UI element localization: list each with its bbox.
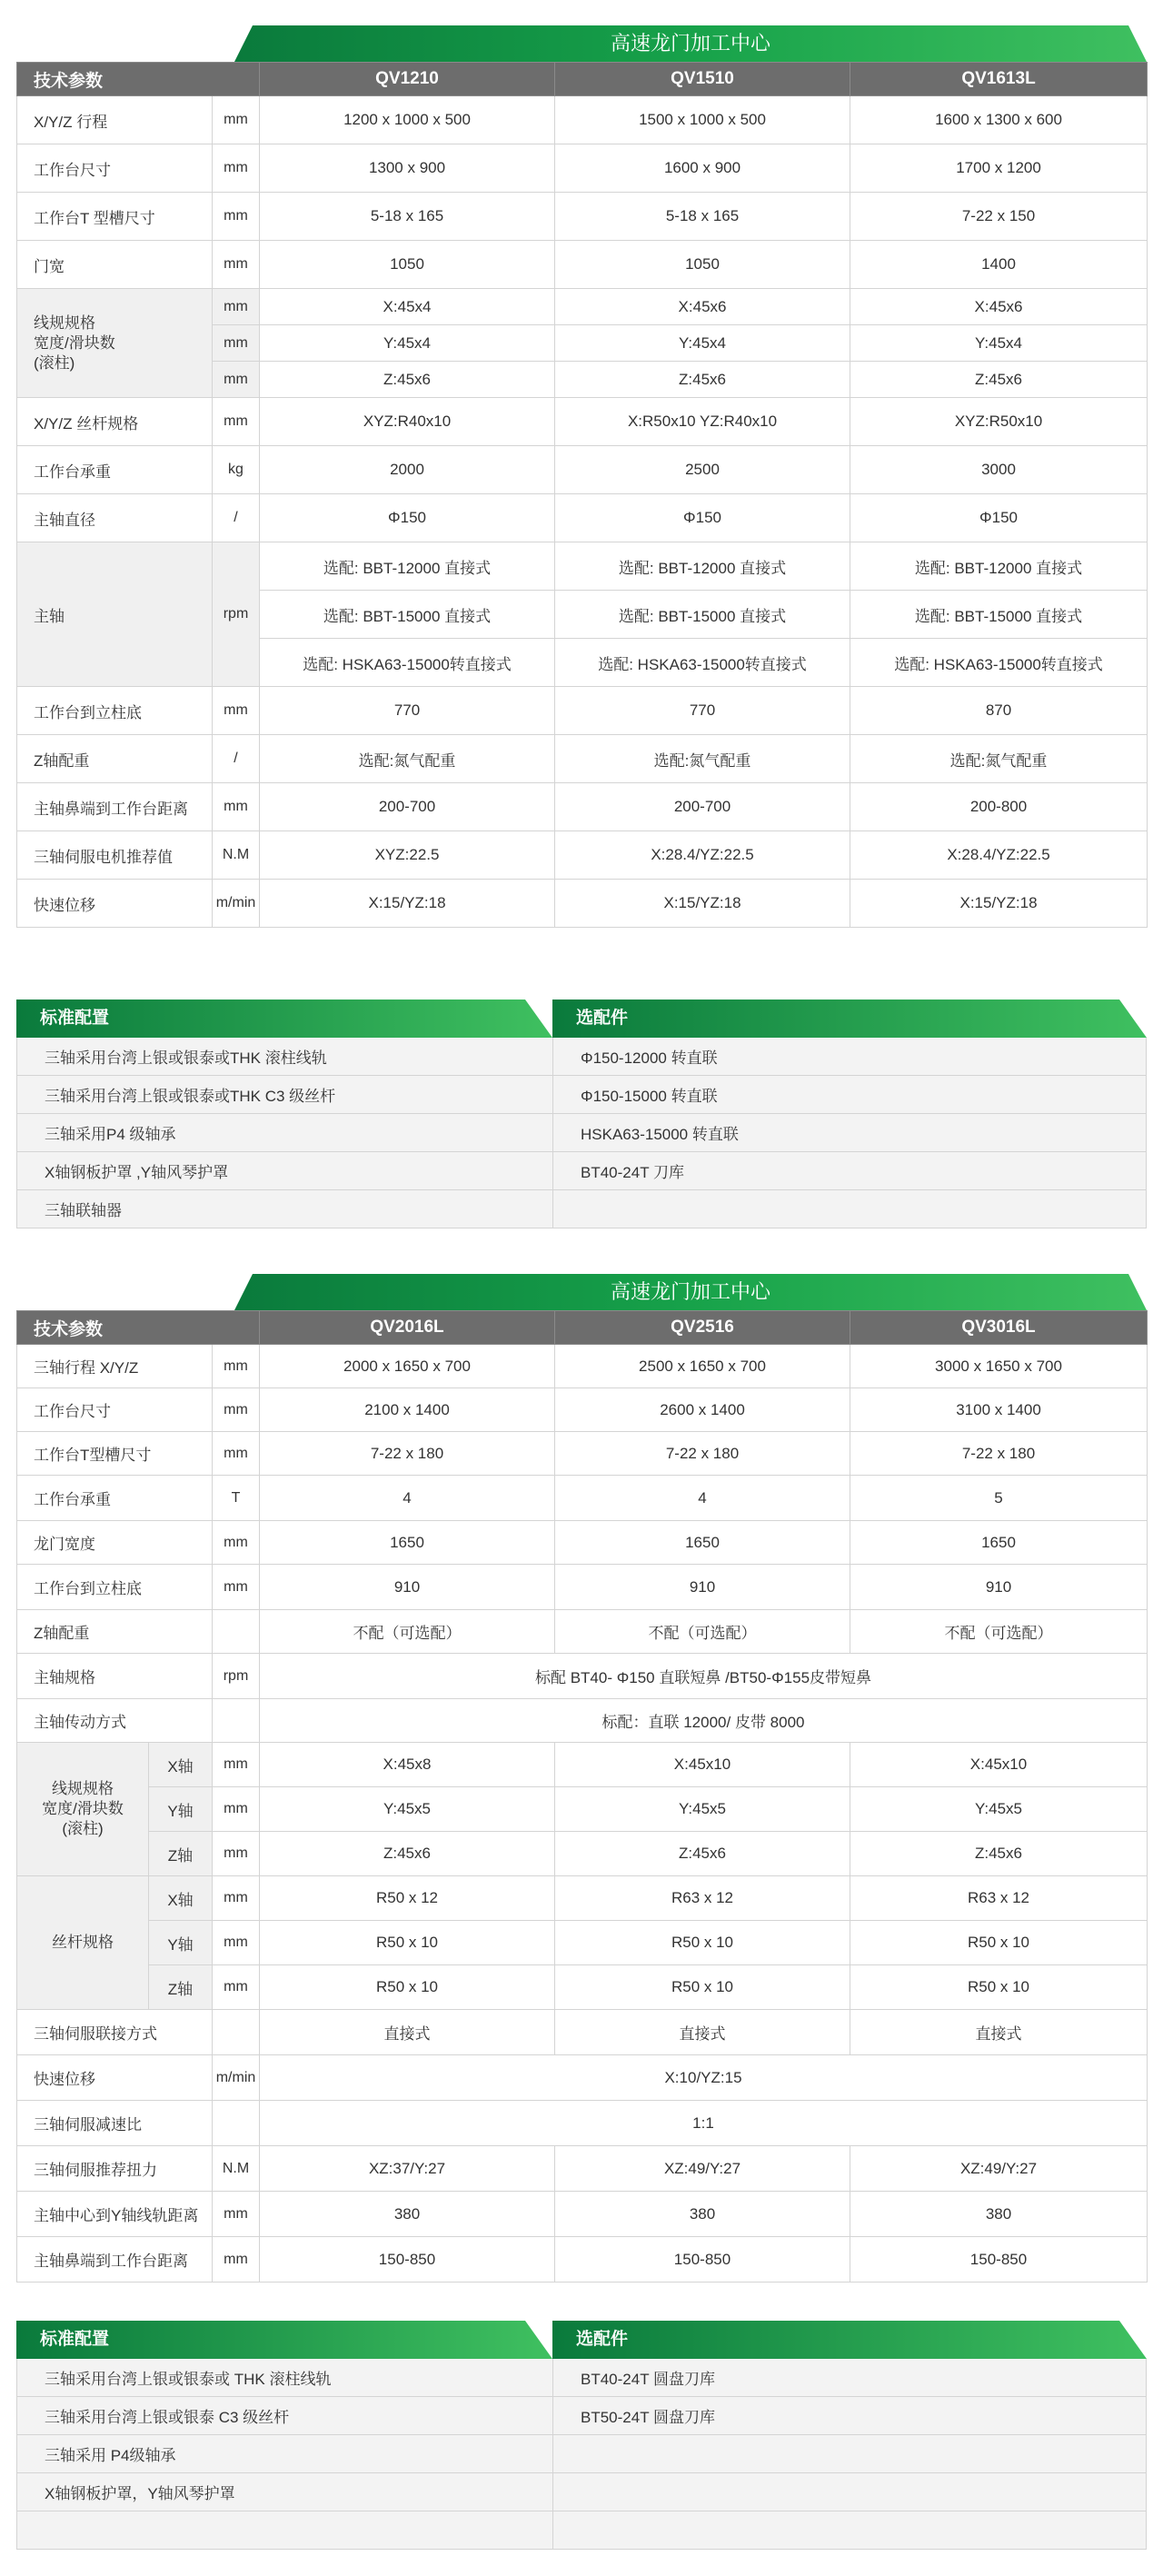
cell: 2100 x 1400 [260, 1388, 555, 1432]
cell: 1700 x 1200 [850, 144, 1148, 193]
cell: 2000 [260, 446, 555, 494]
row-unit: m/min [213, 2055, 260, 2101]
row-label: 三轴伺服电机推荐值 [17, 831, 213, 880]
model-header: QV3016L [850, 1311, 1148, 1345]
row-unit: mm [213, 1921, 260, 1965]
row-label: 工作台到立柱底 [17, 1565, 213, 1610]
cell: 选配: BBT-15000 直接式 [850, 591, 1148, 639]
table-row [17, 1610, 1148, 1654]
cell: 910 [850, 1565, 1148, 1610]
cell: 2500 [555, 446, 850, 494]
cell: R50 x 12 [260, 1876, 555, 1921]
row-unit: mm [213, 144, 260, 193]
cell: 150-850 [260, 2237, 555, 2283]
cell: X:28.4/YZ:22.5 [555, 831, 850, 880]
cell: 7-22 x 150 [850, 193, 1148, 241]
cell: 1650 [555, 1521, 850, 1565]
cell: Φ150 [850, 494, 1148, 542]
cell: 2600 x 1400 [555, 1388, 850, 1432]
cell: X:45x4 [260, 289, 555, 325]
cell: 3000 x 1650 x 700 [850, 1345, 1148, 1388]
group-label [17, 1743, 149, 1876]
cell: R50 x 10 [555, 1921, 850, 1965]
cell: 选配: HSKA63-15000转直接式 [555, 639, 850, 687]
cell: 选配:氮气配重 [850, 735, 1148, 783]
opt-item [552, 2435, 1147, 2472]
row-unit: mm [213, 1743, 260, 1787]
param-header: 技术参数 [17, 1311, 260, 1345]
title-bar-2 [234, 1274, 1147, 1310]
row-label: 主轴 [17, 542, 213, 687]
cell: 不配（可选配） [260, 1610, 555, 1654]
cell: 150-850 [850, 2237, 1148, 2283]
model-header: QV1613L [850, 63, 1148, 96]
cell: XZ:49/Y:27 [555, 2146, 850, 2192]
table-row [17, 1965, 1148, 2010]
cell: 1050 [555, 241, 850, 289]
opt-config-header [552, 2321, 1147, 2359]
row-label: 主轴规格 [17, 1654, 213, 1699]
cell: X:15/YZ:18 [555, 880, 850, 928]
cell: 2000 x 1650 x 700 [260, 1345, 555, 1388]
cell: 7-22 x 180 [260, 1432, 555, 1476]
opt-config-title: 选配件 [576, 1009, 629, 1028]
cell: Y:45x5 [555, 1787, 850, 1832]
table-row [17, 1921, 1148, 1965]
group-label: 丝杆规格 [17, 1876, 149, 2010]
row-label: 主轴中心到Y轴线轨距离 [17, 2192, 213, 2237]
param-header: 技术参数 [17, 63, 260, 96]
cell: X:15/YZ:18 [850, 880, 1148, 928]
axis-label: Y轴 [149, 1787, 213, 1832]
table-row [17, 2010, 1148, 2055]
cell: 选配:氮气配重 [555, 735, 850, 783]
row-unit: mm [213, 362, 260, 398]
cell: 直接式 [555, 2010, 850, 2055]
cell: X:45x10 [555, 1743, 850, 1787]
opt-item [552, 2511, 1147, 2549]
cell: 选配:氮气配重 [260, 735, 555, 783]
cell: Y:45x5 [850, 1787, 1148, 1832]
row-label: 工作台尺寸 [17, 1388, 213, 1432]
cell: R50 x 10 [555, 1965, 850, 2010]
cell: X:R50x10 YZ:R40x10 [555, 398, 850, 446]
axis-label: Z轴 [149, 1832, 213, 1876]
spec-table-2 [16, 1310, 1148, 2283]
table-row [17, 193, 1148, 241]
list-item [16, 1076, 1147, 1114]
table-row [17, 2192, 1148, 2237]
cell: 标配 BT40- Φ150 直联短鼻 /BT50-Φ155皮带短鼻 [260, 1654, 1148, 1699]
cell: R63 x 12 [555, 1876, 850, 1921]
row-unit: rpm [213, 542, 260, 687]
std-config-title: 标准配置 [40, 2330, 110, 2349]
cell: 7-22 x 180 [555, 1432, 850, 1476]
row-label: 工作台尺寸 [17, 144, 213, 193]
row-unit: / [213, 494, 260, 542]
list-item [16, 2473, 1147, 2511]
group-label-line: 宽度/滑块数 [42, 1800, 124, 1817]
table-row [17, 494, 1148, 542]
cell: 200-700 [260, 783, 555, 831]
table-row [17, 289, 1148, 325]
cell: 1400 [850, 241, 1148, 289]
std-config-header [16, 1000, 552, 1038]
list-item [16, 2359, 1147, 2397]
cell: R50 x 10 [850, 1965, 1148, 2010]
row-label: 工作台T 型槽尺寸 [17, 193, 213, 241]
config-section-2 [16, 2321, 1147, 2548]
cell: 5-18 x 165 [555, 193, 850, 241]
std-item: X轴钢板护罩，Y轴风琴护罩 [16, 2473, 552, 2511]
cell: Z:45x6 [850, 362, 1148, 398]
row-unit: mm [213, 193, 260, 241]
table-row [17, 783, 1148, 831]
cell: 1650 [850, 1521, 1148, 1565]
cell: 不配（可选配） [850, 1610, 1148, 1654]
cell: 380 [260, 2192, 555, 2237]
cell: 770 [555, 687, 850, 735]
table-row [17, 880, 1148, 928]
cell: 标配：直联 12000/ 皮带 8000 [260, 1699, 1148, 1743]
cell: 200-800 [850, 783, 1148, 831]
row-unit: mm [213, 398, 260, 446]
cell: 870 [850, 687, 1148, 735]
table-row [17, 1743, 1148, 1787]
group-label-line: 宽度/滑块数 [34, 333, 115, 352]
cell: R50 x 10 [260, 1921, 555, 1965]
cell: 选配: BBT-12000 直接式 [555, 542, 850, 591]
row-unit: T [213, 1476, 260, 1521]
group-label [17, 289, 213, 398]
spec-table-1 [16, 62, 1148, 928]
cell: 1200 x 1000 x 500 [260, 96, 555, 144]
row-unit: mm [213, 1388, 260, 1432]
cell: 1650 [260, 1521, 555, 1565]
opt-item: Φ150-15000 转直联 [552, 1076, 1147, 1113]
cell: 1500 x 1000 x 500 [555, 96, 850, 144]
row-unit: mm [213, 1876, 260, 1921]
table-row [17, 831, 1148, 880]
row-unit: mm [213, 289, 260, 325]
cell: R50 x 10 [850, 1921, 1148, 1965]
cell: 910 [555, 1565, 850, 1610]
cell: X:28.4/YZ:22.5 [850, 831, 1148, 880]
table-row [17, 241, 1148, 289]
row-unit: mm [213, 1565, 260, 1610]
opt-item [552, 2473, 1147, 2511]
row-unit: rpm [213, 1654, 260, 1699]
axis-label: X轴 [149, 1876, 213, 1921]
cell: XYZ:R40x10 [260, 398, 555, 446]
row-label: 快速位移 [17, 880, 213, 928]
table-row [17, 2055, 1148, 2101]
row-label: 主轴传动方式 [17, 1699, 213, 1743]
row-label: X/Y/Z 丝杆规格 [17, 398, 213, 446]
cell: 选配: BBT-15000 直接式 [260, 591, 555, 639]
cell: 选配: BBT-12000 直接式 [850, 542, 1148, 591]
row-unit: mm [213, 1832, 260, 1876]
cell: Z:45x6 [850, 1832, 1148, 1876]
group-label-line: 线规规格 [34, 313, 95, 332]
row-label: 三轴伺服推荐扭力 [17, 2146, 213, 2192]
cell: 5 [850, 1476, 1148, 1521]
std-item: 三轴采用台湾上银或银泰或THK 滚柱线轨 [16, 1038, 552, 1075]
table-row [17, 398, 1148, 446]
cell: 1300 x 900 [260, 144, 555, 193]
table-row [17, 1876, 1148, 1921]
group-label-line: (滚柱) [34, 353, 75, 372]
cell: 4 [555, 1476, 850, 1521]
cell: R63 x 12 [850, 1876, 1148, 1921]
table-row [17, 1432, 1148, 1476]
table-row [17, 687, 1148, 735]
group-label-line: 线规规格 [52, 1780, 114, 1797]
table-row [17, 1832, 1148, 1876]
cell: XZ:49/Y:27 [850, 2146, 1148, 2192]
cell: Z:45x6 [260, 362, 555, 398]
std-item [16, 2511, 552, 2549]
cell: 直接式 [850, 2010, 1148, 2055]
cell: XYZ:22.5 [260, 831, 555, 880]
std-item: 三轴采用台湾上银或银泰或THK C3 级丝杆 [16, 1076, 552, 1113]
model-header: QV2516 [555, 1311, 850, 1345]
cell: 200-700 [555, 783, 850, 831]
cell: X:45x6 [555, 289, 850, 325]
table-row [17, 96, 1148, 144]
axis-label: Y轴 [149, 1921, 213, 1965]
row-label: 三轴伺服减速比 [17, 2101, 213, 2146]
table-row [17, 2146, 1148, 2192]
model-header: QV1210 [260, 63, 555, 96]
cell: X:45x10 [850, 1743, 1148, 1787]
cell: XZ:37/Y:27 [260, 2146, 555, 2192]
green-banner-shape [552, 2321, 1147, 2359]
cell: 1:1 [260, 2101, 1148, 2146]
cell: 选配: HSKA63-15000转直接式 [850, 639, 1148, 687]
table-row [17, 1388, 1148, 1432]
row-unit: mm [213, 2192, 260, 2237]
section-title: 高速龙门加工中心 [610, 1280, 770, 1303]
cell: 380 [850, 2192, 1148, 2237]
std-config-header [16, 2321, 552, 2359]
axis-label: Z轴 [149, 1965, 213, 2010]
row-unit: / [213, 735, 260, 783]
cell: 770 [260, 687, 555, 735]
table-row [17, 144, 1148, 193]
table-row [17, 1521, 1148, 1565]
table-row [17, 1699, 1148, 1743]
row-label: 工作台承重 [17, 446, 213, 494]
cell: 5-18 x 165 [260, 193, 555, 241]
cell: Z:45x6 [555, 362, 850, 398]
list-item [16, 1152, 1147, 1190]
row-unit: mm [213, 1432, 260, 1476]
row-unit: N.M [213, 831, 260, 880]
opt-item: BT50-24T 圆盘刀库 [552, 2397, 1147, 2434]
axis-label: X轴 [149, 1743, 213, 1787]
table-row [17, 1345, 1148, 1388]
opt-item [552, 1190, 1147, 1228]
row-unit [213, 2101, 260, 2146]
cell: 150-850 [555, 2237, 850, 2283]
row-label: X/Y/Z 行程 [17, 96, 213, 144]
cell: Y:45x4 [260, 325, 555, 362]
green-banner-shape [552, 1000, 1147, 1038]
row-label: 门宽 [17, 241, 213, 289]
std-config-title: 标准配置 [40, 1009, 110, 1028]
table-row [17, 2237, 1148, 2283]
row-unit: mm [213, 1521, 260, 1565]
row-label: 三轴伺服联接方式 [17, 2010, 213, 2055]
row-unit: mm [213, 325, 260, 362]
table-row [17, 1787, 1148, 1832]
cell: X:10/YZ:15 [260, 2055, 1148, 2101]
std-item: 三轴采用台湾上银或银泰 C3 级丝杆 [16, 2397, 552, 2434]
list-item [16, 1114, 1147, 1152]
row-label: 主轴鼻端到工作台距离 [17, 2237, 213, 2283]
cell: 选配: HSKA63-15000转直接式 [260, 639, 555, 687]
cell: 3000 [850, 446, 1148, 494]
section-title: 高速龙门加工中心 [610, 32, 770, 55]
row-unit: mm [213, 241, 260, 289]
opt-item: BT40-24T 圆盘刀库 [552, 2359, 1147, 2396]
cell: 1600 x 1300 x 600 [850, 96, 1148, 144]
row-unit: mm [213, 1787, 260, 1832]
cell: 380 [555, 2192, 850, 2237]
std-item: X轴钢板护罩 ,Y轴风琴护罩 [16, 1152, 552, 1189]
cell: Y:45x4 [850, 325, 1148, 362]
cell: X:15/YZ:18 [260, 880, 555, 928]
model-header: QV1510 [555, 63, 850, 96]
cell: Φ150 [260, 494, 555, 542]
cell: 不配（可选配） [555, 1610, 850, 1654]
std-item: 三轴采用P4 级轴承 [16, 1114, 552, 1151]
cell: Y:45x4 [555, 325, 850, 362]
cell: Z:45x6 [555, 1832, 850, 1876]
std-item: 三轴采用 P4级轴承 [16, 2435, 552, 2472]
row-unit: mm [213, 783, 260, 831]
row-unit: mm [213, 1965, 260, 2010]
cell: Y:45x5 [260, 1787, 555, 1832]
group-label-line: (滚柱) [62, 1820, 104, 1837]
list-item [16, 2435, 1147, 2473]
list-item [16, 2511, 1147, 2550]
row-label: 工作台承重 [17, 1476, 213, 1521]
std-item: 三轴联轴器 [16, 1190, 552, 1228]
std-item: 三轴采用台湾上银或银泰或 THK 滚柱线轨 [16, 2359, 552, 2396]
row-unit [213, 2010, 260, 2055]
row-unit: mm [213, 687, 260, 735]
row-unit [213, 1699, 260, 1743]
list-item [16, 1038, 1147, 1076]
cell: Φ150 [555, 494, 850, 542]
opt-config-title: 选配件 [576, 2330, 629, 2349]
list-item [16, 2397, 1147, 2435]
row-label: 龙门宽度 [17, 1521, 213, 1565]
cell: 3100 x 1400 [850, 1388, 1148, 1432]
cell: 选配: BBT-15000 直接式 [555, 591, 850, 639]
cell: 4 [260, 1476, 555, 1521]
title-bar-1 [234, 25, 1147, 62]
cell: Z:45x6 [260, 1832, 555, 1876]
cell: 1600 x 900 [555, 144, 850, 193]
row-unit: mm [213, 2237, 260, 2283]
row-unit: m/min [213, 880, 260, 928]
opt-item: HSKA63-15000 转直联 [552, 1114, 1147, 1151]
row-label: 三轴行程 X/Y/Z [17, 1345, 213, 1388]
row-label: 主轴鼻端到工作台距离 [17, 783, 213, 831]
table-row [17, 446, 1148, 494]
table-row [17, 1476, 1148, 1521]
cell: X:45x8 [260, 1743, 555, 1787]
cell: R50 x 10 [260, 1965, 555, 2010]
opt-config-header [552, 1000, 1147, 1038]
row-unit: mm [213, 1345, 260, 1388]
row-label: 工作台T型槽尺寸 [17, 1432, 213, 1476]
cell: 7-22 x 180 [850, 1432, 1148, 1476]
cell: 2500 x 1650 x 700 [555, 1345, 850, 1388]
cell: 910 [260, 1565, 555, 1610]
cell: 选配: BBT-12000 直接式 [260, 542, 555, 591]
table-row [17, 735, 1148, 783]
row-unit [213, 1610, 260, 1654]
row-unit: N.M [213, 2146, 260, 2192]
row-label: Z轴配重 [17, 735, 213, 783]
cell: 1050 [260, 241, 555, 289]
cell: XYZ:R50x10 [850, 398, 1148, 446]
list-item [16, 1190, 1147, 1228]
row-label: 快速位移 [17, 2055, 213, 2101]
opt-item: BT40-24T 刀库 [552, 1152, 1147, 1189]
model-header: QV2016L [260, 1311, 555, 1345]
row-label: 主轴直径 [17, 494, 213, 542]
row-label: 工作台到立柱底 [17, 687, 213, 735]
cell: X:45x6 [850, 289, 1148, 325]
table-row [17, 1565, 1148, 1610]
row-unit: mm [213, 96, 260, 144]
table-row [17, 542, 1148, 591]
row-label: Z轴配重 [17, 1610, 213, 1654]
config-section-1 [16, 1000, 1147, 1227]
row-unit: kg [213, 446, 260, 494]
opt-item: Φ150-12000 转直联 [552, 1038, 1147, 1075]
cell: 直接式 [260, 2010, 555, 2055]
table-row [17, 1654, 1148, 1699]
table-row [17, 2101, 1148, 2146]
